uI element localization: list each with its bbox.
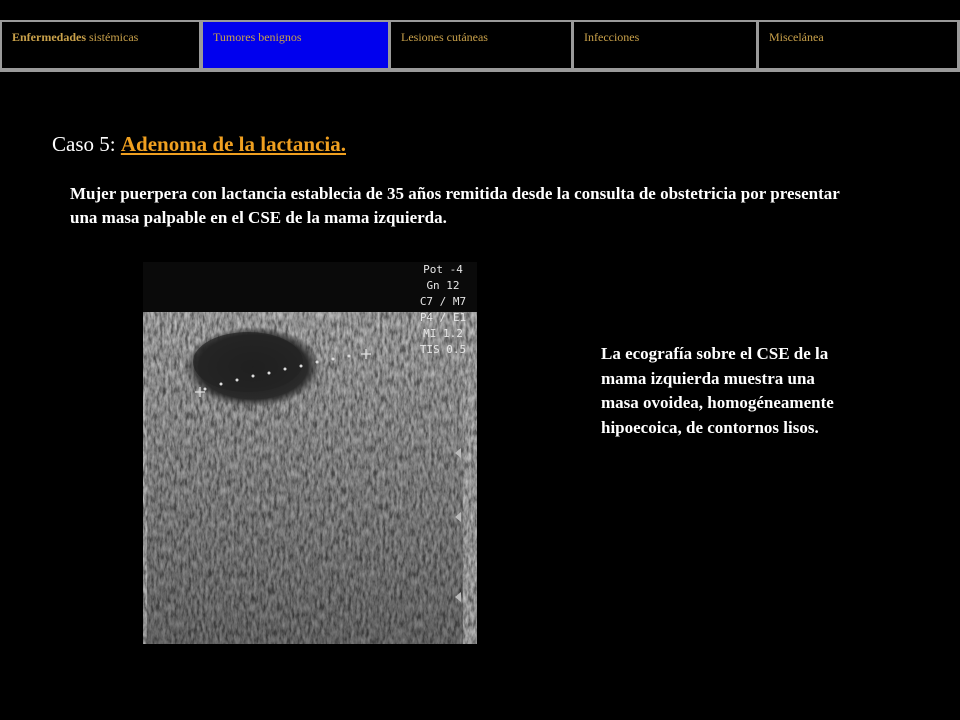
tab-label: Lesiones cutáneas xyxy=(401,30,488,44)
tab-lesiones-cutaneas[interactable] xyxy=(391,22,571,68)
param-gn: Gn 12 xyxy=(426,279,460,292)
ultrasound-description: La ecografía sobre el CSE de la mama izquierda muestra una masa ovoidea, homogéneamente hipoecoica, de contornos lisos. xyxy=(601,344,834,437)
param-mi: MI 1.2 xyxy=(423,327,463,340)
ultrasound-graphic xyxy=(143,262,477,644)
tab-label: Miscelánea xyxy=(769,30,824,44)
tab-label: sistémicas xyxy=(86,30,139,44)
tab-enfermedades-sistemicas[interactable] xyxy=(2,22,199,68)
param-p4e1: P4 / E1 xyxy=(419,311,467,324)
ultrasound-image xyxy=(143,262,477,644)
case-prefix: Caso 5: xyxy=(52,132,121,156)
param-tis: TIS 0.5 xyxy=(419,343,467,356)
param-pot: Pot -4 xyxy=(423,263,463,276)
tab-tumores-benignos[interactable] xyxy=(203,22,388,68)
case-title-link[interactable]: Adenoma de la lactancia. xyxy=(120,132,346,156)
tab-miscelanea[interactable] xyxy=(759,22,957,68)
top-navigation xyxy=(0,20,960,72)
case-title xyxy=(52,132,346,157)
param-c7m7: C7 / M7 xyxy=(419,295,467,308)
tab-label: Tumores benignos xyxy=(213,30,302,44)
case-intro: Mujer puerpera con lactancia establecia de 35 años remitida desde la consulta de obstetricia por presentar una masa palpable en el CSE de la mama izquierda. xyxy=(70,184,840,227)
tab-infecciones[interactable] xyxy=(574,22,756,68)
tab-label: Infecciones xyxy=(584,30,640,44)
tab-label-bold: Enfermedades xyxy=(12,30,86,44)
